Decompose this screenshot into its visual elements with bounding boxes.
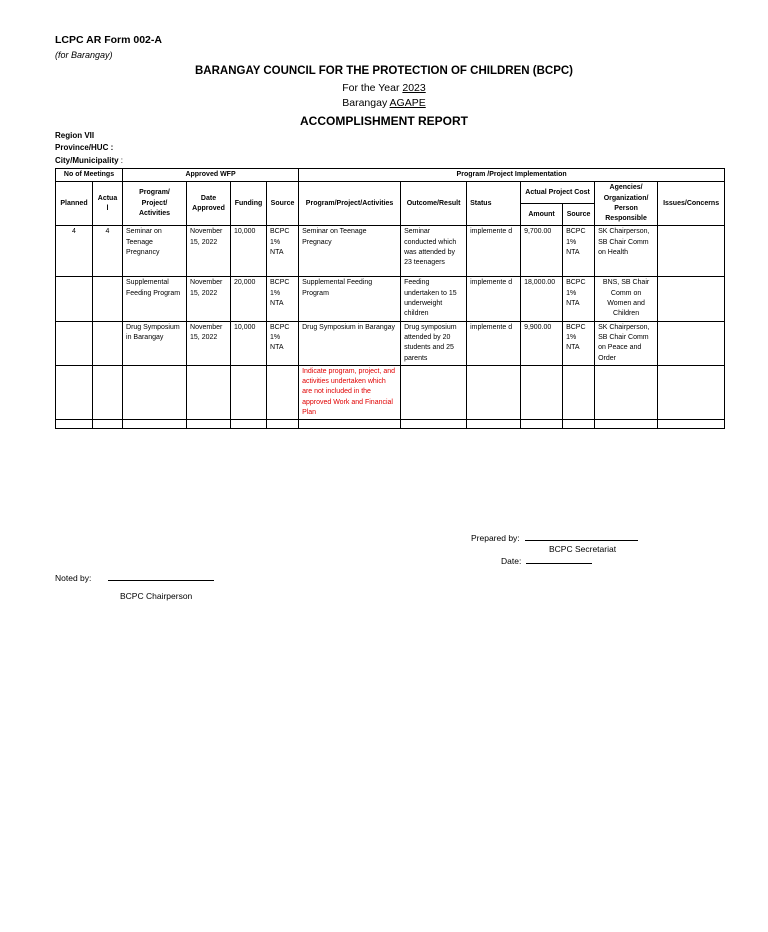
table-row: [56, 277, 725, 321]
actual-cell: 4: [93, 226, 123, 277]
planned-cell: 4: [56, 226, 93, 277]
empty-cell: [56, 365, 93, 419]
note-row: [56, 365, 725, 419]
planned-cell: [56, 321, 93, 365]
cost-source-header: Source: [563, 204, 595, 226]
empty-cell: [595, 365, 658, 419]
noted-signature-line: [108, 580, 214, 581]
year-value: 2023: [402, 82, 426, 94]
outcome-cell: Drug symposium attended by 20 students and 25 parents: [401, 321, 467, 365]
date-line: [526, 563, 592, 564]
issues-cell: [658, 226, 725, 277]
empty-cell: [658, 365, 725, 419]
status-header: Status: [467, 182, 521, 226]
group-header-row: [56, 169, 725, 182]
empty-cell: [563, 420, 595, 429]
year-label: For the Year: [342, 82, 403, 94]
funding-header: Funding: [231, 182, 267, 226]
amount-header: Amount: [521, 204, 563, 226]
source-cell: BCPC 1% NTA: [267, 226, 299, 277]
cost-source-cell: BCPC 1% NTA: [563, 321, 595, 365]
agencies-header: Agencies/ Organization/ Person Responsible: [595, 182, 658, 226]
empty-cell: [187, 420, 231, 429]
funding-cell: 10,000: [231, 226, 267, 277]
wfp-group-header: Approved WFP: [123, 169, 299, 182]
unplanned-activities-note: Indicate program, project, and activities undertaken which are not included in the approved Work and Financial Plan: [299, 365, 401, 419]
agencies-cell: SK Chairperson, SB Chair Comm on Peace and Order: [595, 321, 658, 365]
barangay-line: [0, 97, 768, 109]
source-cell: BCPC 1% NTA: [267, 277, 299, 321]
report-title: ACCOMPLISHMENT REPORT: [300, 114, 468, 128]
empty-cell: [521, 365, 563, 419]
council-title: BARANGAY COUNCIL FOR THE PROTECTION OF CHILDREN (BCPC): [194, 65, 574, 77]
empty-cell: [187, 365, 231, 419]
program-cell: Seminar on Teenage Pregnancy: [123, 226, 187, 277]
issues-cell: [658, 277, 725, 321]
empty-cell: [401, 420, 467, 429]
noted-role: BCPC Chairperson: [120, 591, 193, 601]
meetings-group-header: No of Meetings: [56, 169, 123, 182]
empty-cell: [467, 420, 521, 429]
outcome-cell: Seminar conducted which was attended by 23 teenagers: [401, 226, 467, 277]
empty-cell: [93, 420, 123, 429]
empty-cell: [93, 365, 123, 419]
status-cell: implemente d: [467, 277, 521, 321]
program-cell: Supplemental Feeding Program: [123, 277, 187, 321]
empty-cell: [231, 420, 267, 429]
year-line: [0, 82, 768, 94]
empty-cell: [123, 365, 187, 419]
table-row: [56, 321, 725, 365]
agencies-cell: BNS, SB Chair Comm on Women and Children: [595, 277, 658, 321]
empty-cell: [595, 420, 658, 429]
prepared-signature-line: [525, 540, 638, 541]
empty-cell: [267, 365, 299, 419]
city-label-text: City/Municipality: [55, 156, 119, 165]
amount-cell: 9,700.00: [521, 226, 563, 277]
empty-cell: [123, 420, 187, 429]
column-header-row: [56, 182, 725, 204]
source-header: Source: [267, 182, 299, 226]
impl-program-cell: Seminar on Teenage Pregnacy: [299, 226, 401, 277]
impl-program-header: Program/Project/Activities: [299, 182, 401, 226]
issues-cell: [658, 321, 725, 365]
source-cell: BCPC 1% NTA: [267, 321, 299, 365]
actual-header: Actua l: [93, 182, 123, 226]
status-cell: implemente d: [467, 226, 521, 277]
amount-cell: 9,900.00: [521, 321, 563, 365]
impl-program-cell: Drug Symposium in Barangay: [299, 321, 401, 365]
actual-cost-header: Actual Project Cost: [521, 182, 595, 204]
actual-cell: [93, 277, 123, 321]
empty-cell: [563, 365, 595, 419]
implementation-group-header: Program /Project Implementation: [299, 169, 725, 182]
noted-by-label: Noted by:: [55, 573, 92, 583]
empty-cell: [231, 365, 267, 419]
impl-program-cell: Supplemental Feeding Program: [299, 277, 401, 321]
prepared-role: BCPC Secretariat: [549, 544, 617, 554]
empty-cell: [56, 420, 93, 429]
empty-cell: [521, 420, 563, 429]
actual-cell: [93, 321, 123, 365]
barangay-label: Barangay: [342, 97, 390, 109]
outcome-cell: Feeding undertaken to 15 underweight children: [401, 277, 467, 321]
noted-by-block: [55, 573, 214, 583]
planned-header: Planned: [56, 182, 93, 226]
date-approved-header: Date Approved: [187, 182, 231, 226]
empty-cell: [467, 365, 521, 419]
city-label: [55, 156, 123, 165]
empty-cell: [401, 365, 467, 419]
accomplishment-table: [55, 168, 725, 429]
agencies-cell: SK Chairperson, SB Chair Comm on Health: [595, 226, 658, 277]
spacer-row: [56, 420, 725, 429]
issues-header: Issues/Concerns: [658, 182, 725, 226]
funding-cell: 20,000: [231, 277, 267, 321]
form-subtitle: (for Barangay): [55, 50, 113, 60]
cost-source-cell: BCPC 1% NTA: [563, 277, 595, 321]
table-row: [56, 226, 725, 277]
planned-cell: [56, 277, 93, 321]
program-cell: Drug Symposium in Barangay: [123, 321, 187, 365]
funding-cell: 10,000: [231, 321, 267, 365]
empty-cell: [658, 420, 725, 429]
prepared-by-label: Prepared by:: [471, 533, 520, 543]
cost-source-cell: BCPC 1% NTA: [563, 226, 595, 277]
date-cell: November 15, 2022: [187, 277, 231, 321]
form-code: LCPC AR Form 002-A: [55, 34, 162, 46]
date-block: [501, 556, 592, 566]
prepared-by-block: [471, 533, 638, 543]
amount-cell: 18,000.00: [521, 277, 563, 321]
date-cell: November 15, 2022: [187, 321, 231, 365]
date-label: Date:: [501, 556, 522, 566]
program-header: Program/ Project/ Activities: [123, 182, 187, 226]
city-colon: :: [118, 156, 124, 165]
empty-cell: [267, 420, 299, 429]
date-cell: November 15, 2022: [187, 226, 231, 277]
status-cell: implemente d: [467, 321, 521, 365]
barangay-value: AGAPE: [389, 97, 426, 109]
province-label: Province/HUC :: [55, 143, 114, 152]
region-label: Region VII: [55, 131, 95, 140]
empty-cell: [299, 420, 401, 429]
outcome-header: Outcome/Result: [401, 182, 467, 226]
